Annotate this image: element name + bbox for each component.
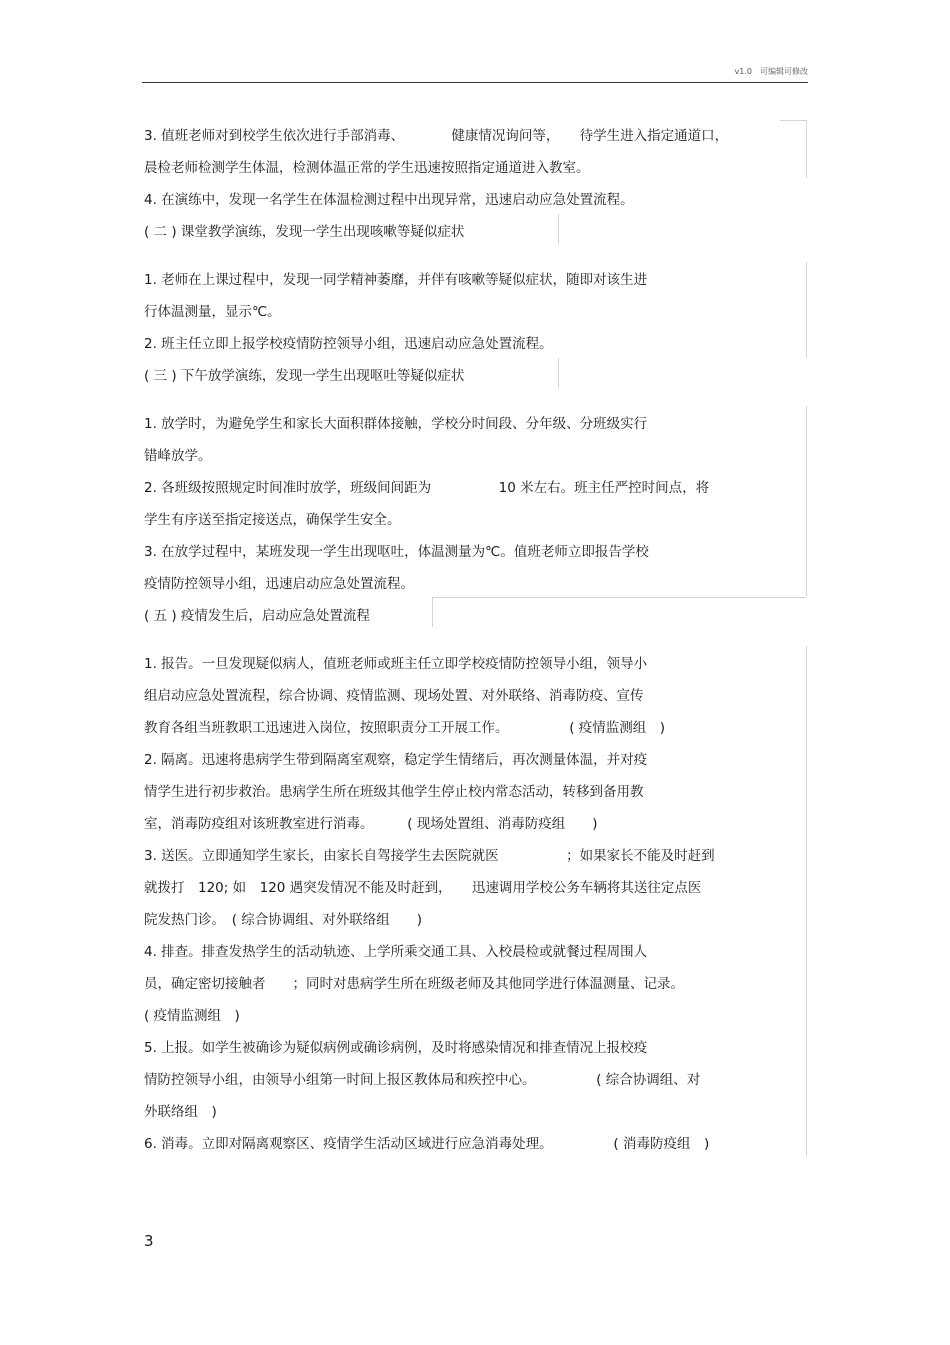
section-heading: ( 三 ) 下午放学演练，发现一学生出现呕吐等疑似症状 [144, 368, 465, 384]
border-line [806, 120, 807, 178]
border-line [432, 597, 433, 627]
border-line [780, 120, 806, 121]
border-line [558, 214, 559, 244]
text-line: 室，消毒防疫组对该班教室进行消毒。 ( 现场处置组、消毒防疫组 ) [144, 816, 598, 832]
border-line [806, 262, 807, 358]
text-line: 2. 各班级按照规定时间准时放学，班级间间距为 10 米左右。班主任严控时间点，将 [144, 480, 710, 496]
text-line: 疫情防控领导小组，迅速启动应急处置流程。 [144, 576, 414, 592]
section-heading: ( 五 ) 疫情发生后，启动应急处置流程 [144, 608, 370, 624]
text-line: 2. 隔离。迅速将患病学生带到隔离室观察，稳定学生情绪后，再次测量体温，并对疫 [144, 752, 648, 768]
border-line [432, 597, 806, 598]
text-line: 学生有序送至指定接送点，确保学生安全。 [144, 512, 401, 528]
text-line: 1. 报告。一旦发现疑似病人，值班老师或班主任立即学校疫情防控领导小组，领导小 [144, 656, 648, 672]
header-rule [142, 82, 808, 83]
text-line: 1. 老师在上课过程中，发现一同学精神萎靡，并伴有咳嗽等疑似症状，随即对该生进 [144, 272, 648, 288]
text-line: 外联络组 ) [144, 1104, 217, 1120]
text-line: 就拨打 120; 如 120 遇突发情况不能及时赶到， 迅速调用学校公务车辆将其送往定点医 [144, 880, 702, 896]
border-line [558, 358, 559, 388]
text-line: 4. 在演练中，发现一名学生在体温检测过程中出现异常，迅速启动应急处置流程。 [144, 192, 634, 208]
header-version: v1.0 可编辑可修改 [734, 67, 808, 76]
text-line: 6. 消毒。立即对隔离观察区、疫情学生活动区域进行应急消毒处理。 ( 消毒防疫组 ) [144, 1136, 710, 1152]
text-line: 情学生进行初步救治。患病学生所在班级其他学生停止校内常态活动，转移到备用教 [144, 784, 644, 800]
border-line [806, 406, 807, 596]
page-number: 3 [144, 1232, 154, 1250]
text-line: 行体温测量，显示℃。 [144, 304, 281, 320]
text-line: ( 疫情监测组 ) [144, 1008, 240, 1024]
text-line: 晨检老师检测学生体温，检测体温正常的学生迅速按照指定通道进入教室。 [144, 160, 590, 176]
text-line: 5. 上报。如学生被确诊为疑似病例或确诊病例，及时将感染情况和排查情况上报校疫 [144, 1040, 648, 1056]
text-line: 教育各组当班教职工迅速进入岗位，按照职责分工开展工作。 ( 疫情监测组 ) [144, 720, 666, 736]
text-line: 错峰放学。 [144, 448, 212, 464]
text-line: 组启动应急处置流程，综合协调、疫情监测、现场处置、对外联络、消毒防疫、宣传 [144, 688, 644, 704]
text-line: 院发热门诊。 ( 综合协调组、对外联络组 ) [144, 912, 423, 928]
text-line: 1. 放学时，为避免学生和家长大面积群体接触，学校分时间段、分年级、分班级实行 [144, 416, 648, 432]
text-line: 3. 值班老师对到校学生依次进行手部消毒、 健康情况询问等， 待学生进入指定通道口， [144, 128, 729, 144]
text-line: 情防控领导小组，由领导小组第一时间上报区教体局和疾控中心。 ( 综合协调组、对 [144, 1072, 701, 1088]
text-line: 3. 在放学过程中，某班发现一学生出现呕吐，体温测量为℃。值班老师立即报告学校 [144, 544, 649, 560]
border-line [806, 646, 807, 1156]
text-line: 3. 送医。立即通知学生家长，由家长自驾接学生去医院就医 ；如果家长不能及时赶到 [144, 848, 715, 864]
text-line: 员，确定密切接触者 ；同时对患病学生所在班级老师及其他同学进行体温测量、记录。 [144, 976, 684, 992]
text-line: 2. 班主任立即上报学校疫情防控领导小组，迅速启动应急处置流程。 [144, 336, 553, 352]
text-line: 4. 排查。排查发热学生的活动轨迹、上学所乘交通工具、入校晨检或就餐过程周围人 [144, 944, 648, 960]
section-heading: ( 二 ) 课堂教学演练，发现一学生出现咳嗽等疑似症状 [144, 224, 465, 240]
